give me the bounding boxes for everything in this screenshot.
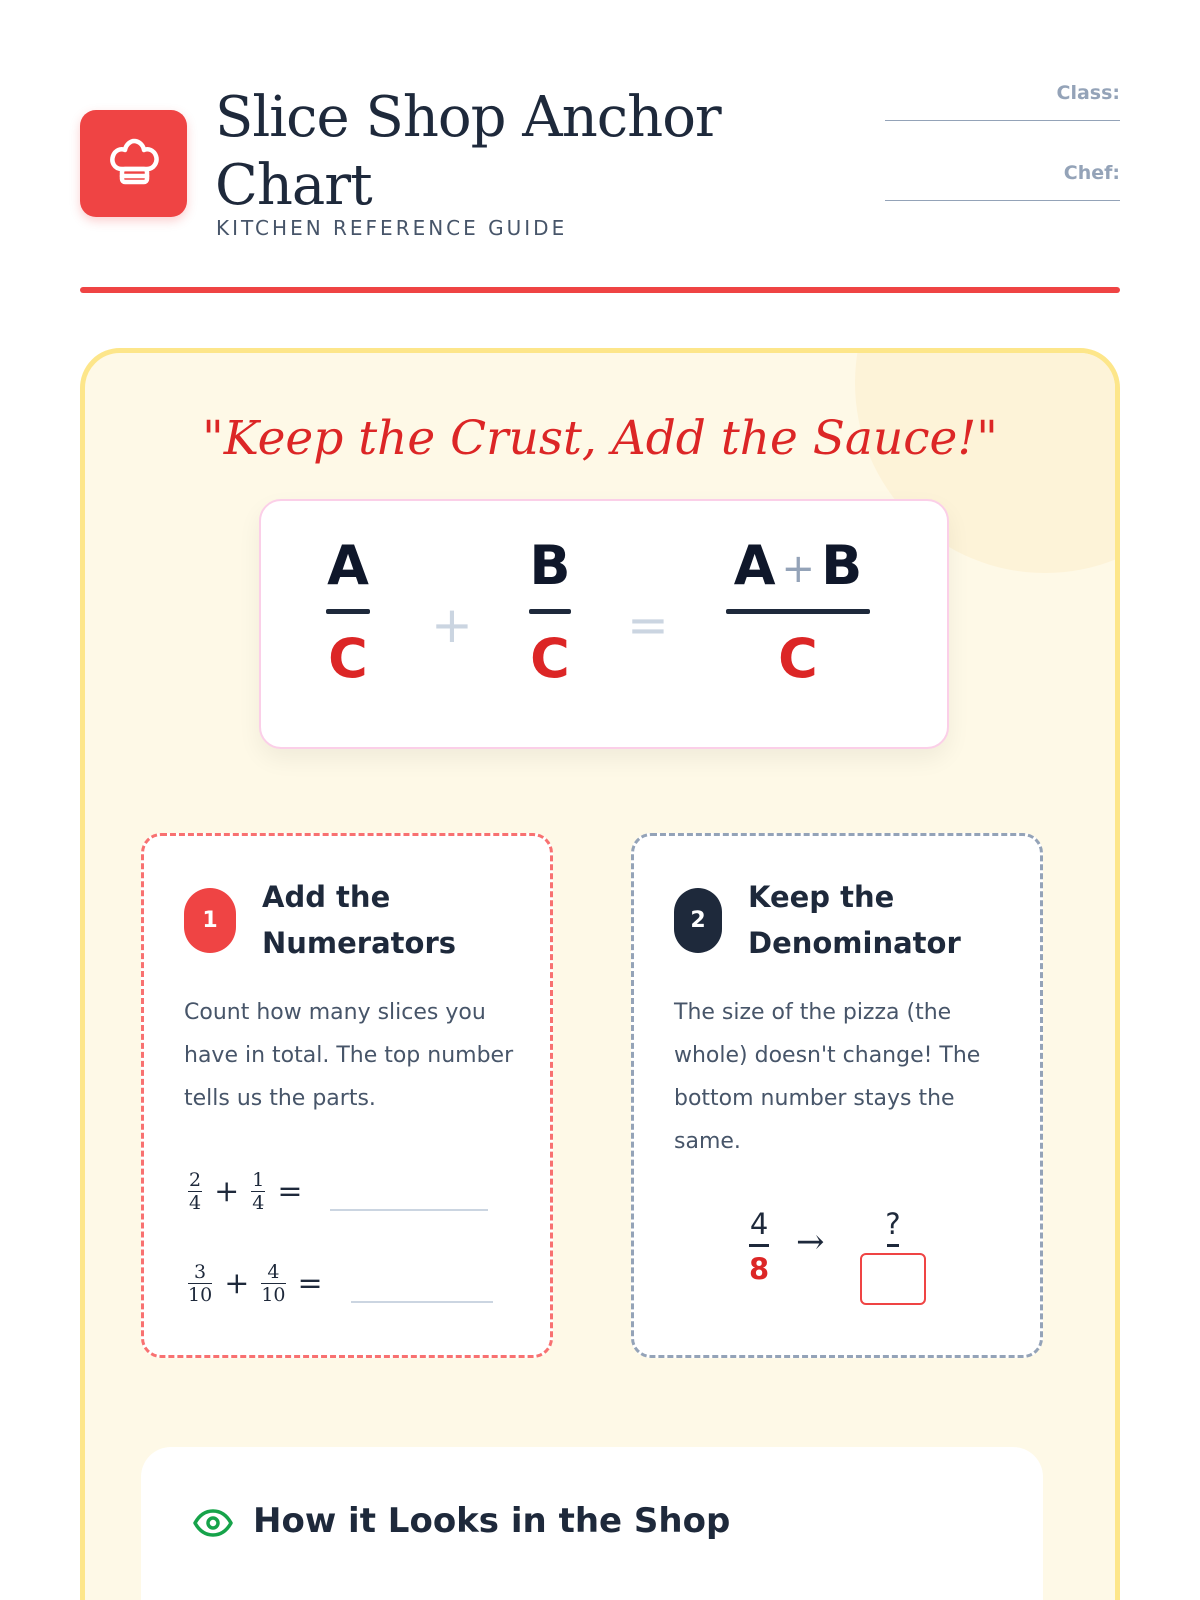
step-title: Add the Numerators bbox=[262, 880, 457, 960]
denominator: 10 bbox=[261, 1284, 286, 1306]
formula-card bbox=[259, 499, 949, 749]
logo bbox=[80, 110, 187, 217]
answer-blank[interactable] bbox=[330, 1209, 488, 1211]
chef-blank-line[interactable] bbox=[885, 200, 1120, 201]
denominator-answer-box[interactable] bbox=[860, 1253, 926, 1305]
sum-numerator bbox=[723, 531, 873, 601]
denominator: 10 bbox=[188, 1284, 213, 1306]
denominator-c: C bbox=[328, 627, 368, 690]
sum-plus: + bbox=[781, 546, 816, 593]
numerator-b: B bbox=[529, 534, 571, 597]
page-subtitle: KITCHEN REFERENCE GUIDE bbox=[216, 216, 568, 240]
fraction-bar bbox=[726, 609, 870, 614]
equals-sign: = bbox=[627, 596, 669, 654]
class-field[interactable] bbox=[885, 82, 1120, 121]
sum-a: A bbox=[733, 534, 776, 597]
numerator-a: A bbox=[327, 534, 369, 597]
sum-b: B bbox=[821, 534, 863, 597]
plus-sign: + bbox=[431, 596, 473, 654]
eye-icon bbox=[193, 1509, 233, 1537]
class-label: Class: bbox=[1056, 82, 1120, 104]
numerator: 3 bbox=[188, 1261, 212, 1284]
step-description: Count how many slices you have in total. The top number tells us the parts. bbox=[184, 1000, 514, 1111]
practice-problem bbox=[188, 1261, 493, 1306]
class-blank-line[interactable] bbox=[885, 120, 1120, 121]
numerator: 2 bbox=[189, 1169, 202, 1191]
fraction-bar bbox=[326, 609, 370, 614]
fraction-bar bbox=[887, 1244, 899, 1247]
target-fraction bbox=[860, 1206, 926, 1305]
equals-sign: = bbox=[277, 1174, 303, 1209]
step-keep-denominator bbox=[631, 833, 1043, 1358]
denominator-c: C bbox=[530, 627, 570, 690]
chef-hat-icon bbox=[106, 136, 162, 192]
fraction-bar bbox=[749, 1244, 769, 1247]
rule-panel bbox=[80, 348, 1120, 1600]
fraction bbox=[188, 1169, 202, 1214]
numerator: 4 bbox=[749, 1207, 769, 1241]
answer-blank[interactable] bbox=[351, 1301, 493, 1303]
denominator: 8 bbox=[749, 1252, 770, 1286]
shop-example-card bbox=[141, 1447, 1043, 1600]
page-title: Slice Shop Anchor Chart bbox=[215, 85, 721, 218]
denominator: 4 bbox=[252, 1192, 265, 1214]
unknown-numerator: ? bbox=[885, 1207, 901, 1241]
source-fraction bbox=[749, 1206, 769, 1287]
denominator: 4 bbox=[189, 1192, 202, 1214]
motto: "Keep the Crust, Add the Sauce!" bbox=[202, 411, 998, 466]
step-description: The size of the pizza (the whole) doesn't change! The bottom number stays the same. bbox=[674, 1000, 981, 1154]
chef-field[interactable] bbox=[885, 162, 1120, 201]
step-number-badge: 2 bbox=[674, 888, 722, 953]
step-title: Keep the Denominator bbox=[748, 880, 961, 960]
section-title: How it Looks in the Shop bbox=[253, 1501, 731, 1541]
practice-problem bbox=[188, 1169, 488, 1214]
header-divider bbox=[80, 287, 1120, 293]
fraction bbox=[261, 1261, 285, 1306]
equals-sign: = bbox=[297, 1266, 323, 1301]
step-add-numerators bbox=[141, 833, 553, 1358]
fraction-b-over-c bbox=[525, 531, 575, 694]
right-arrow-icon: → bbox=[796, 1222, 825, 1262]
sum-denominator: C bbox=[778, 627, 818, 690]
plus-sign: + bbox=[214, 1174, 240, 1209]
page-header bbox=[80, 80, 1120, 300]
numerator: 1 bbox=[252, 1169, 265, 1191]
numerator: 4 bbox=[261, 1261, 285, 1284]
fraction bbox=[188, 1261, 212, 1306]
fraction bbox=[251, 1169, 265, 1214]
fraction-a-over-c bbox=[323, 531, 373, 694]
denominator-demo bbox=[634, 1196, 1040, 1316]
step-number-badge: 1 bbox=[184, 888, 236, 953]
chef-label: Chef: bbox=[1063, 162, 1120, 184]
fraction-sum bbox=[723, 531, 873, 694]
plus-sign: + bbox=[224, 1266, 250, 1301]
fraction-bar bbox=[529, 609, 571, 614]
